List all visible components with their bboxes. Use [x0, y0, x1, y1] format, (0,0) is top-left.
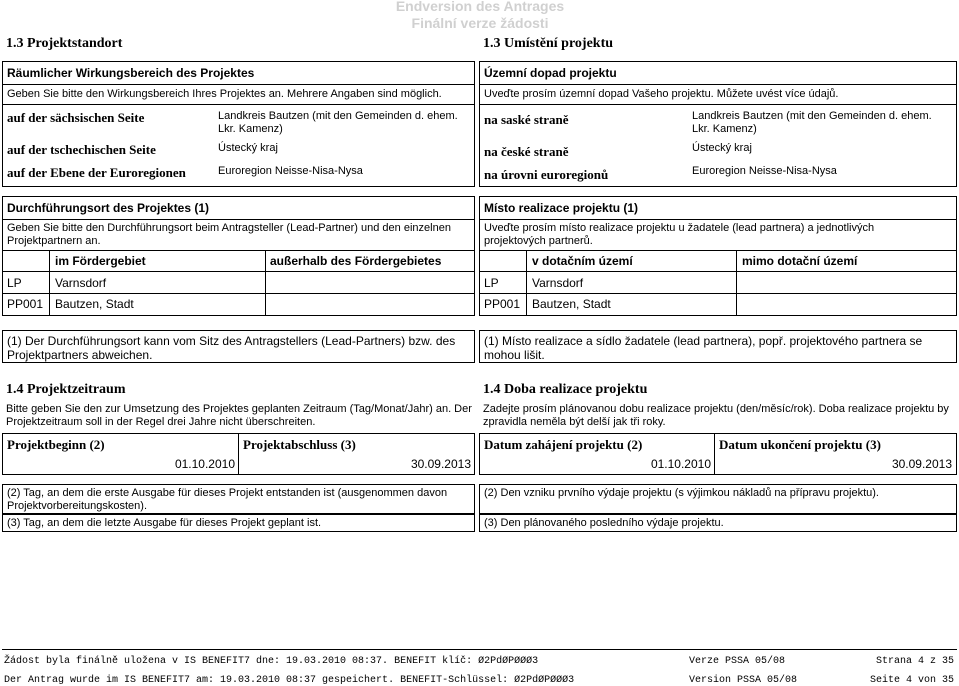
- right-location-row-label: na české straně: [484, 144, 569, 159]
- right-period-box: [479, 433, 957, 475]
- footer-divider: [2, 649, 957, 650]
- left-location-box: [2, 61, 475, 187]
- right-implementation-instruction: Uveďte prosím místo realizace projektu u žadatele (lead partnera) a jednotlivých projektových partnerů.: [484, 222, 875, 247]
- left-implementation-footnote-box: [2, 330, 475, 363]
- footer-cz-page: Strana 4 z 35: [875, 656, 954, 667]
- right-implementation-box: [479, 196, 957, 316]
- right-location-instruction: Uveďte prosím územní dopad Vašeho projektu. Můžete uvést více údajů.: [484, 88, 839, 100]
- left-period-instruction: Bitte geben Sie den zur Umsetzung des Projektes geplanten Zeitraum (Tag/Monat/Jahr) an. Der Projektzeitraum soll in der Regel drei Jahre nicht überschreiten.: [6, 403, 472, 428]
- right-end-value: 30.09.2013: [891, 457, 952, 471]
- right-partner-code: LP: [484, 276, 499, 290]
- left-implementation-title: Durchführungsort des Projektes (1): [7, 201, 210, 215]
- right-location-row-label: na saské straně: [484, 112, 569, 127]
- right-note-3: (3) Den plánovaného posledního výdaje projektu.: [484, 517, 724, 529]
- right-location-box-title: Územní dopad projektu: [484, 66, 617, 80]
- footer-de-saved: Der Antrag wurde im IS BENEFIT7 am: 19.03.2010 08:37 gespeichert. BENEFIT-Schlüssel: Ø2PdØPØØØ3: [4, 675, 575, 686]
- right-end-label: Datum ukončení projektu (3): [719, 437, 881, 452]
- right-implementation-footnote: (1) Místo realizace a sídlo žadatele (lead partnera), popř. projektového partnera se mohou lišit.: [484, 334, 923, 362]
- footer-de-page: Seite 4 von 35: [869, 675, 954, 686]
- left-implementation-box: [2, 196, 475, 316]
- left-location-row-label: auf der tschechischen Seite: [7, 142, 156, 157]
- left-implementation-footnote: (1) Der Durchführungsort kann vom Sitz des Antragstellers (Lead-Partners) bzw. des Projektpartners abweichen.: [7, 334, 456, 362]
- left-end-value: 30.09.2013: [410, 457, 471, 471]
- left-location-row-label: auf der sächsischen Seite: [7, 110, 145, 125]
- right-start-value: 01.10.2010: [650, 457, 711, 471]
- left-note-2: (2) Tag, an dem die erste Ausgabe für dieses Projekt entstanden ist (ausgenommen davon Projektvorbereitungskosten).: [7, 487, 448, 512]
- watermark: [330, 0, 630, 32]
- right-partner-in: Varnsdorf: [532, 276, 584, 290]
- left-partner-code: LP: [7, 276, 22, 290]
- right-location-row-value: Euroregion Neisse-Nisa-Nysa: [692, 165, 837, 177]
- left-partner-code: PP001: [7, 297, 44, 311]
- right-col-out-header: mimo dotační území: [742, 254, 858, 268]
- right-note-2-box: [479, 484, 957, 514]
- left-note-2-box: [2, 484, 475, 514]
- watermark-line-2: Finální verze žádosti: [411, 15, 549, 31]
- right-col-in-header: v dotačním území: [532, 254, 633, 268]
- left-note-3-box: [2, 514, 475, 532]
- right-start-label: Datum zahájení projektu (2): [484, 437, 643, 452]
- left-location-row-label: auf der Ebene der Euroregionen: [7, 165, 186, 180]
- right-partner-in: Bautzen, Stadt: [532, 297, 611, 311]
- right-partner-code: PP001: [484, 297, 521, 311]
- left-start-label: Projektbeginn (2): [7, 437, 105, 452]
- right-section-13-title: 1.3 Umístění projektu: [483, 36, 614, 51]
- left-section-13-title: 1.3 Projektstandort: [6, 36, 123, 51]
- left-partner-in: Varnsdorf: [55, 276, 107, 290]
- footer-de-version: Version PSSA 05/08: [689, 675, 798, 686]
- left-note-3: (3) Tag, an dem die letzte Ausgabe für dieses Projekt geplant ist.: [7, 517, 322, 529]
- left-col-in-header: im Fördergebiet: [55, 254, 146, 268]
- left-implementation-instruction: Geben Sie bitte den Durchführungsort beim Antragsteller (Lead-Partner) und den einzelnen Projektpartnern an.: [7, 222, 451, 247]
- watermark-line-1: Endversion des Antrages: [395, 0, 565, 14]
- right-implementation-title: Místo realizace projektu (1): [484, 201, 639, 215]
- left-location-instruction: Geben Sie bitte den Wirkungsbereich Ihres Projektes an. Mehrere Angaben sind möglich.: [7, 88, 442, 100]
- footer-cz-saved: Žádost byla finálně uložena v IS BENEFIT7 dne: 19.03.2010 08:37. BENEFIT klíč: Ø2PdØPØØØ3: [4, 656, 539, 667]
- right-location-row-value: Ústecký kraj: [692, 142, 752, 154]
- left-section-14-title: 1.4 Projektzeitraum: [6, 382, 126, 397]
- left-start-value: 01.10.2010: [174, 457, 235, 471]
- right-location-row-value: Landkreis Bautzen (mit den Gemeinden d. ehem. Lkr. Kamenz): [692, 110, 932, 135]
- right-location-box: [479, 61, 957, 187]
- right-section-14-title: 1.4 Doba realizace projektu: [483, 382, 648, 397]
- left-location-box-title: Räumlicher Wirkungsbereich des Projektes: [7, 66, 255, 80]
- left-location-row-value: Landkreis Bautzen (mit den Gemeinden d. ehem. Lkr. Kamenz): [218, 110, 458, 135]
- left-period-box: [2, 433, 475, 475]
- left-location-row-value: Euroregion Neisse-Nisa-Nysa: [218, 165, 363, 177]
- left-location-row-value: Ústecký kraj: [218, 142, 278, 154]
- right-implementation-footnote-box: [479, 330, 957, 363]
- left-end-label: Projektabschluss (3): [243, 437, 356, 452]
- right-note-2: (2) Den vzniku prvního výdaje projektu (s výjimkou nákladů na přípravu projektu).: [484, 487, 879, 499]
- footer-cz-version: Verze PSSA 05/08: [689, 656, 786, 667]
- left-col-out-header: außerhalb des Fördergebietes: [270, 254, 442, 268]
- right-location-row-label: na úrovni euroregionů: [484, 167, 609, 182]
- right-note-3-box: [479, 514, 957, 532]
- right-period-instruction: Zadejte prosím plánovanou dobu realizace projektu (den/měsíc/rok). Doba realizace projektu by zpravidla neměla být delší jak tři roky.: [483, 403, 949, 428]
- left-partner-in: Bautzen, Stadt: [55, 297, 134, 311]
